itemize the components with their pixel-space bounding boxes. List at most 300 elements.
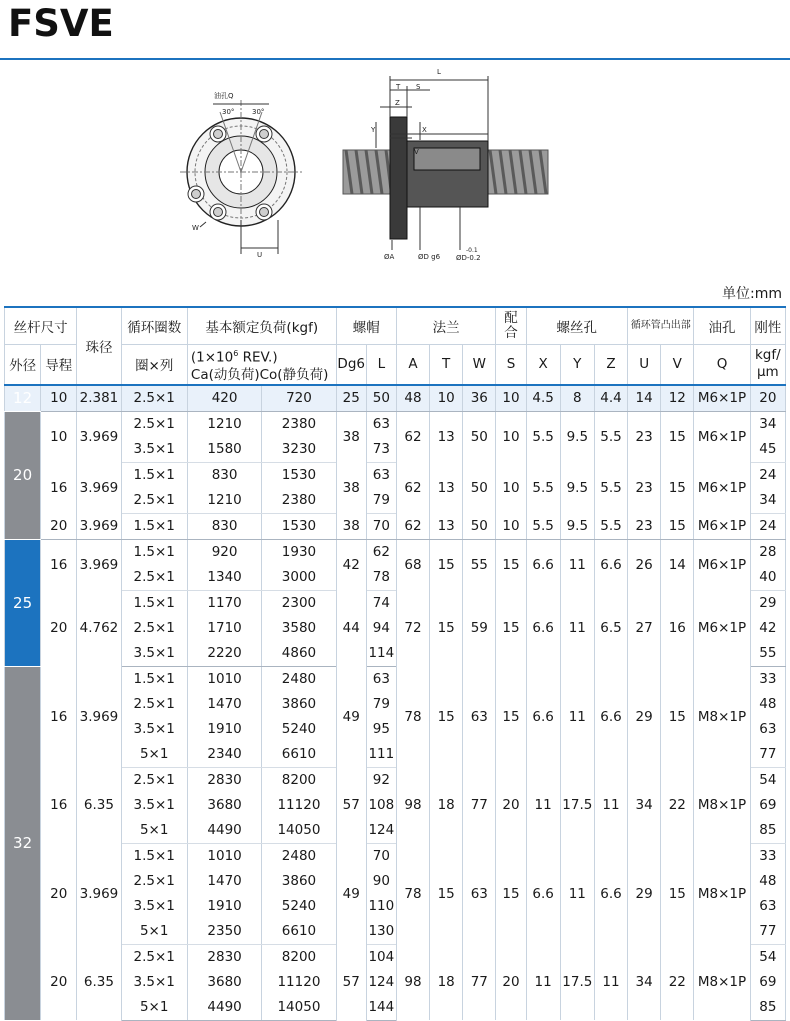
stiffness-cell: 69 <box>750 970 785 995</box>
spec-a-cell: 48 <box>396 385 429 412</box>
hdr-fit-2: 合 <box>504 325 518 341</box>
nut-length-cell: 124 <box>366 818 396 844</box>
circuits-cell: 1.5×1 <box>121 843 187 869</box>
spec-s-cell: 10 <box>496 462 526 513</box>
label-angle-left: 30° <box>222 108 235 116</box>
dynamic-load-cell: 1170 <box>187 590 261 616</box>
stiffness-cell: 45 <box>750 437 785 463</box>
spec-y-cell: 8 <box>560 385 594 412</box>
static-load-cell: 3580 <box>262 616 336 641</box>
nut-length-cell: 114 <box>366 641 396 667</box>
ball-dia-cell: 3.969 <box>77 513 121 539</box>
spec-y-cell: 9.5 <box>560 513 594 539</box>
label-w: W <box>192 224 199 232</box>
dynamic-load-cell: 3680 <box>187 793 261 818</box>
table-row <box>5 385 786 412</box>
table-row <box>5 411 786 437</box>
lead-cell: 16 <box>41 539 77 590</box>
stiffness-cell: 54 <box>750 767 785 793</box>
spec-z-cell: 6.5 <box>594 590 627 666</box>
label-Y: Y <box>371 126 376 134</box>
page-title: FSVE <box>8 2 114 45</box>
dynamic-load-cell: 830 <box>187 513 261 539</box>
lead-cell: 16 <box>41 462 77 513</box>
spec-z-cell: 6.6 <box>594 539 627 590</box>
hdr-L: L <box>366 345 396 385</box>
nut-length-cell: 79 <box>366 692 396 717</box>
nut-length-cell: 108 <box>366 793 396 818</box>
static-load-cell: 2300 <box>262 590 336 616</box>
circuits-cell: 2.5×1 <box>121 565 187 591</box>
spec-x-cell: 6.6 <box>526 590 560 666</box>
label-T: T <box>396 83 401 91</box>
nut-length-cell: 92 <box>366 767 396 793</box>
dynamic-load-cell: 2220 <box>187 641 261 667</box>
circuits-cell: 2.5×1 <box>121 944 187 970</box>
circuits-cell: 5×1 <box>121 995 187 1021</box>
circuits-cell: 1.5×1 <box>121 513 187 539</box>
hdr-S: S <box>496 345 526 385</box>
ball-dia-cell: 3.969 <box>77 462 121 513</box>
lead-cell: 10 <box>41 385 77 412</box>
hdr-ca: Ca(动负荷) <box>190 366 260 383</box>
spec-u-cell: 14 <box>628 385 661 412</box>
spec-a-cell: 62 <box>396 462 429 513</box>
spec-v-cell: 15 <box>661 411 694 462</box>
static-load-cell: 3230 <box>262 437 336 463</box>
spec-a-cell: 72 <box>396 590 429 666</box>
spec-q-cell: M6×1P <box>694 411 750 462</box>
spec-z-cell: 11 <box>594 944 627 1020</box>
lead-cell: 20 <box>41 843 77 944</box>
spec-s-cell: 15 <box>496 539 526 590</box>
nut-length-cell: 62 <box>366 539 396 565</box>
spec-v-cell: 15 <box>661 843 694 944</box>
hdr-nut: 螺帽 <box>336 307 396 345</box>
ball-dia-cell: 3.969 <box>77 666 121 767</box>
spec-t-cell: 13 <box>430 411 463 462</box>
nut-length-cell: 111 <box>366 742 396 768</box>
lead-cell: 20 <box>41 590 77 666</box>
dynamic-load-cell: 1470 <box>187 692 261 717</box>
ball-dia-cell: 3.969 <box>77 843 121 944</box>
spec-v-cell: 15 <box>661 666 694 767</box>
spec-s-cell: 10 <box>496 385 526 412</box>
spec-t-cell: 10 <box>430 385 463 412</box>
circuits-cell: 3.5×1 <box>121 894 187 919</box>
hdr-rev-post: REV.) <box>238 349 278 366</box>
nut-dg6-cell: 25 <box>336 385 366 412</box>
spec-u-cell: 34 <box>628 767 661 843</box>
spec-w-cell: 77 <box>463 944 496 1020</box>
nut-dg6-cell: 38 <box>336 513 366 539</box>
spec-w-cell: 77 <box>463 767 496 843</box>
static-load-cell: 720 <box>262 385 336 412</box>
nut-length-cell: 50 <box>366 385 396 412</box>
table-row <box>5 539 786 565</box>
table-row <box>5 843 786 869</box>
dynamic-load-cell: 2830 <box>187 767 261 793</box>
nut-dg6-cell: 44 <box>336 590 366 666</box>
hdr-screw-size: 丝杆尺寸 <box>5 307 77 345</box>
stiffness-cell: 85 <box>750 818 785 844</box>
spec-u-cell: 29 <box>628 666 661 767</box>
nut-length-cell: 79 <box>366 488 396 514</box>
table-row <box>5 590 786 616</box>
spec-w-cell: 63 <box>463 666 496 767</box>
hdr-dg6: Dg6 <box>336 345 366 385</box>
ball-dia-cell: 6.35 <box>77 767 121 843</box>
dynamic-load-cell: 1210 <box>187 488 261 514</box>
static-load-cell: 2380 <box>262 411 336 437</box>
spec-q-cell: M6×1P <box>694 385 750 412</box>
hdr-circuits2: 圈×列 <box>121 345 187 385</box>
dynamic-load-cell: 1010 <box>187 843 261 869</box>
spec-x-cell: 6.6 <box>526 843 560 944</box>
stiffness-cell: 20 <box>750 385 785 412</box>
circuits-cell: 2.5×1 <box>121 385 187 412</box>
spec-x-cell: 11 <box>526 944 560 1020</box>
nut-length-cell: 110 <box>366 894 396 919</box>
hdr-ball-dia: 珠径 <box>77 307 121 385</box>
stiffness-cell: 42 <box>750 616 785 641</box>
static-load-cell: 14050 <box>262 995 336 1021</box>
technical-drawing <box>0 62 790 272</box>
nut-length-cell: 124 <box>366 970 396 995</box>
ball-dia-cell: 2.381 <box>77 385 121 412</box>
spec-t-cell: 18 <box>430 944 463 1020</box>
label-S: S <box>416 83 421 91</box>
nut-length-cell: 63 <box>366 411 396 437</box>
spec-y-cell: 17.5 <box>560 944 594 1020</box>
stiffness-cell: 54 <box>750 944 785 970</box>
hdr-stiffness: 刚性 <box>750 307 785 345</box>
spec-y-cell: 11 <box>560 843 594 944</box>
lead-cell: 10 <box>41 411 77 462</box>
label-phiA: ØA <box>384 253 395 261</box>
circuits-cell: 3.5×1 <box>121 717 187 742</box>
spec-t-cell: 15 <box>430 843 463 944</box>
spec-x-cell: 6.6 <box>526 539 560 590</box>
spec-s-cell: 20 <box>496 944 526 1020</box>
spec-u-cell: 29 <box>628 843 661 944</box>
dynamic-load-cell: 1910 <box>187 894 261 919</box>
lead-cell: 16 <box>41 767 77 843</box>
static-load-cell: 11120 <box>262 970 336 995</box>
spec-q-cell: M8×1P <box>694 767 750 843</box>
static-load-cell: 2480 <box>262 666 336 692</box>
spec-q-cell: M8×1P <box>694 666 750 767</box>
spec-s-cell: 15 <box>496 843 526 944</box>
spec-t-cell: 15 <box>430 590 463 666</box>
ball-dia-cell: 4.762 <box>77 590 121 666</box>
dynamic-load-cell: 1470 <box>187 869 261 894</box>
static-load-cell: 8200 <box>262 944 336 970</box>
spec-a-cell: 78 <box>396 843 429 944</box>
ball-dia-cell: 6.35 <box>77 944 121 1020</box>
spec-a-cell: 98 <box>396 767 429 843</box>
dynamic-load-cell: 1580 <box>187 437 261 463</box>
circuits-cell: 5×1 <box>121 818 187 844</box>
spec-u-cell: 23 <box>628 513 661 539</box>
label-L: L <box>437 68 441 76</box>
circuits-cell: 2.5×1 <box>121 488 187 514</box>
label-oil-hole: 油孔Q <box>214 92 234 100</box>
hdr-Q: Q <box>694 345 750 385</box>
hdr-fit <box>496 307 526 345</box>
static-load-cell: 1530 <box>262 513 336 539</box>
hdr-rev-exp: 6 <box>233 349 239 358</box>
lead-cell: 20 <box>41 513 77 539</box>
spec-a-cell: 68 <box>396 539 429 590</box>
label-angle-right: 30° <box>252 108 265 116</box>
hdr-od: 外径 <box>5 345 41 385</box>
spec-q-cell: M8×1P <box>694 944 750 1020</box>
static-load-cell: 1530 <box>262 462 336 488</box>
stiffness-cell: 29 <box>750 590 785 616</box>
table-row <box>5 944 786 970</box>
nut-length-cell: 104 <box>366 944 396 970</box>
spec-table-body <box>5 385 786 1021</box>
hdr-flange: 法兰 <box>396 307 495 345</box>
spec-u-cell: 23 <box>628 462 661 513</box>
stiffness-cell: 77 <box>750 742 785 768</box>
stiffness-cell: 48 <box>750 869 785 894</box>
nut-length-cell: 90 <box>366 869 396 894</box>
nut-flange <box>390 117 407 239</box>
table-row <box>5 462 786 488</box>
label-X: X <box>422 126 427 134</box>
hdr-circuits: 循环圈数 <box>121 307 187 345</box>
stiffness-cell: 28 <box>750 539 785 565</box>
circuits-cell: 1.5×1 <box>121 590 187 616</box>
stiffness-cell: 63 <box>750 894 785 919</box>
hdr-Z: Z <box>594 345 627 385</box>
hdr-co: Co(静负荷) <box>259 366 329 383</box>
stiffness-cell: 40 <box>750 565 785 591</box>
spec-s-cell: 15 <box>496 666 526 767</box>
spec-t-cell: 13 <box>430 462 463 513</box>
hdr-bolt-hole: 螺丝孔 <box>526 307 628 345</box>
outer-diameter-cell: 32 <box>5 666 41 1020</box>
circuits-cell: 3.5×1 <box>121 793 187 818</box>
circuits-cell: 2.5×1 <box>121 767 187 793</box>
spec-t-cell: 15 <box>430 666 463 767</box>
label-tol: -0.1 <box>466 247 478 254</box>
lead-cell: 16 <box>41 666 77 767</box>
spec-w-cell: 59 <box>463 590 496 666</box>
spec-u-cell: 27 <box>628 590 661 666</box>
return-tube <box>414 148 480 170</box>
static-load-cell: 3860 <box>262 692 336 717</box>
spec-x-cell: 5.5 <box>526 462 560 513</box>
hdr-lead: 导程 <box>41 345 77 385</box>
circuits-cell: 3.5×1 <box>121 641 187 667</box>
static-load-cell: 5240 <box>262 717 336 742</box>
static-load-cell: 3860 <box>262 869 336 894</box>
stiffness-cell: 85 <box>750 995 785 1021</box>
label-phiD2: ØD-0.2 <box>456 254 481 262</box>
nut-length-cell: 70 <box>366 843 396 869</box>
static-load-cell: 4860 <box>262 641 336 667</box>
hdr-rev-pre: (1×10 <box>190 349 234 366</box>
dynamic-load-cell: 2340 <box>187 742 261 768</box>
static-load-cell: 1930 <box>262 539 336 565</box>
ball-dia-cell: 3.969 <box>77 411 121 462</box>
hdr-oil-hole: 油孔 <box>694 307 750 345</box>
nut-dg6-cell: 38 <box>336 462 366 513</box>
dynamic-load-cell: 1340 <box>187 565 261 591</box>
label-u: U <box>257 251 263 259</box>
dynamic-load-cell: 3680 <box>187 970 261 995</box>
dynamic-load-cell: 1210 <box>187 411 261 437</box>
nut-dg6-cell: 38 <box>336 411 366 462</box>
spec-y-cell: 9.5 <box>560 411 594 462</box>
static-load-cell: 11120 <box>262 793 336 818</box>
spec-v-cell: 16 <box>661 590 694 666</box>
hdr-ca-co <box>187 345 336 385</box>
dynamic-load-cell: 2830 <box>187 944 261 970</box>
hdr-T: T <box>430 345 463 385</box>
spec-a-cell: 98 <box>396 944 429 1020</box>
static-load-cell: 2380 <box>262 488 336 514</box>
spec-w-cell: 50 <box>463 411 496 462</box>
static-load-cell: 3000 <box>262 565 336 591</box>
hdr-stiff-unit <box>750 345 785 385</box>
ball-dia-cell: 3.969 <box>77 539 121 590</box>
dynamic-load-cell: 920 <box>187 539 261 565</box>
spec-q-cell: M6×1P <box>694 462 750 513</box>
spec-y-cell: 17.5 <box>560 767 594 843</box>
spec-x-cell: 4.5 <box>526 385 560 412</box>
lead-cell: 20 <box>41 944 77 1020</box>
stiffness-cell: 77 <box>750 919 785 945</box>
stiffness-cell: 24 <box>750 513 785 539</box>
dynamic-load-cell: 4490 <box>187 818 261 844</box>
stiffness-cell: 55 <box>750 641 785 667</box>
stiffness-cell: 34 <box>750 488 785 514</box>
spec-w-cell: 36 <box>463 385 496 412</box>
spec-u-cell: 26 <box>628 539 661 590</box>
hdr-Y: Y <box>560 345 594 385</box>
title-rule <box>0 58 790 60</box>
spec-w-cell: 50 <box>463 462 496 513</box>
nut-dg6-cell: 42 <box>336 539 366 590</box>
spec-u-cell: 34 <box>628 944 661 1020</box>
spec-s-cell: 10 <box>496 411 526 462</box>
nut-length-cell: 74 <box>366 590 396 616</box>
circuits-cell: 2.5×1 <box>121 692 187 717</box>
spec-v-cell: 14 <box>661 539 694 590</box>
table-row <box>5 666 786 692</box>
stiffness-cell: 69 <box>750 793 785 818</box>
spec-t-cell: 18 <box>430 767 463 843</box>
spec-y-cell: 11 <box>560 590 594 666</box>
outer-diameter-cell: 12 <box>5 385 41 412</box>
hdr-stiff-unit-2: μm <box>756 364 779 381</box>
stiffness-cell: 63 <box>750 717 785 742</box>
spec-z-cell: 4.4 <box>594 385 627 412</box>
spec-v-cell: 22 <box>661 767 694 843</box>
nut-dg6-cell: 57 <box>336 767 366 843</box>
hdr-fit-1: 配 <box>504 310 518 326</box>
screw-thread-right <box>488 150 548 194</box>
table-row <box>5 767 786 793</box>
spec-z-cell: 5.5 <box>594 411 627 462</box>
nut-length-cell: 73 <box>366 437 396 463</box>
dynamic-load-cell: 420 <box>187 385 261 412</box>
outer-diameter-cell: 25 <box>5 539 41 666</box>
dynamic-load-cell: 830 <box>187 462 261 488</box>
label-V: V <box>414 148 419 156</box>
spec-z-cell: 6.6 <box>594 843 627 944</box>
spec-y-cell: 9.5 <box>560 462 594 513</box>
hdr-V: V <box>661 345 694 385</box>
spec-w-cell: 63 <box>463 843 496 944</box>
spec-y-cell: 11 <box>560 539 594 590</box>
hdr-U: U <box>628 345 661 385</box>
hdr-stiff-unit-1: kgf/ <box>754 347 781 364</box>
hdr-rated-load: 基本额定负荷(kgf) <box>187 307 336 345</box>
spec-v-cell: 15 <box>661 513 694 539</box>
circuits-cell: 5×1 <box>121 919 187 945</box>
spec-q-cell: M6×1P <box>694 590 750 666</box>
dynamic-load-cell: 1710 <box>187 616 261 641</box>
spec-t-cell: 15 <box>430 539 463 590</box>
spec-z-cell: 5.5 <box>594 462 627 513</box>
dynamic-load-cell: 4490 <box>187 995 261 1021</box>
side-view <box>343 76 548 250</box>
static-load-cell: 5240 <box>262 894 336 919</box>
hdr-X: X <box>526 345 560 385</box>
nut-dg6-cell: 49 <box>336 666 366 767</box>
spec-s-cell: 20 <box>496 767 526 843</box>
dynamic-load-cell: 1910 <box>187 717 261 742</box>
dynamic-load-cell: 1010 <box>187 666 261 692</box>
nut-length-cell: 70 <box>366 513 396 539</box>
circuits-cell: 3.5×1 <box>121 437 187 463</box>
nut-length-cell: 63 <box>366 462 396 488</box>
spec-a-cell: 62 <box>396 411 429 462</box>
circuits-cell: 2.5×1 <box>121 869 187 894</box>
static-load-cell: 14050 <box>262 818 336 844</box>
spec-z-cell: 11 <box>594 767 627 843</box>
static-load-cell: 2480 <box>262 843 336 869</box>
spec-v-cell: 12 <box>661 385 694 412</box>
nut-length-cell: 144 <box>366 995 396 1021</box>
label-Z: Z <box>395 99 400 107</box>
hdr-W: W <box>463 345 496 385</box>
spec-q-cell: M6×1P <box>694 539 750 590</box>
spec-v-cell: 22 <box>661 944 694 1020</box>
hdr-return-tube: 循环管凸出部 <box>628 307 694 345</box>
spec-a-cell: 62 <box>396 513 429 539</box>
dynamic-load-cell: 2350 <box>187 919 261 945</box>
nut-dg6-cell: 57 <box>336 944 366 1020</box>
spec-v-cell: 15 <box>661 462 694 513</box>
spec-y-cell: 11 <box>560 666 594 767</box>
nut-length-cell: 95 <box>366 717 396 742</box>
nut-dg6-cell: 49 <box>336 843 366 944</box>
spec-z-cell: 6.6 <box>594 666 627 767</box>
circuits-cell: 2.5×1 <box>121 616 187 641</box>
stiffness-cell: 33 <box>750 843 785 869</box>
hdr-A: A <box>396 345 429 385</box>
spec-w-cell: 50 <box>463 513 496 539</box>
nut-length-cell: 63 <box>366 666 396 692</box>
circuits-cell: 1.5×1 <box>121 666 187 692</box>
spec-x-cell: 6.6 <box>526 666 560 767</box>
